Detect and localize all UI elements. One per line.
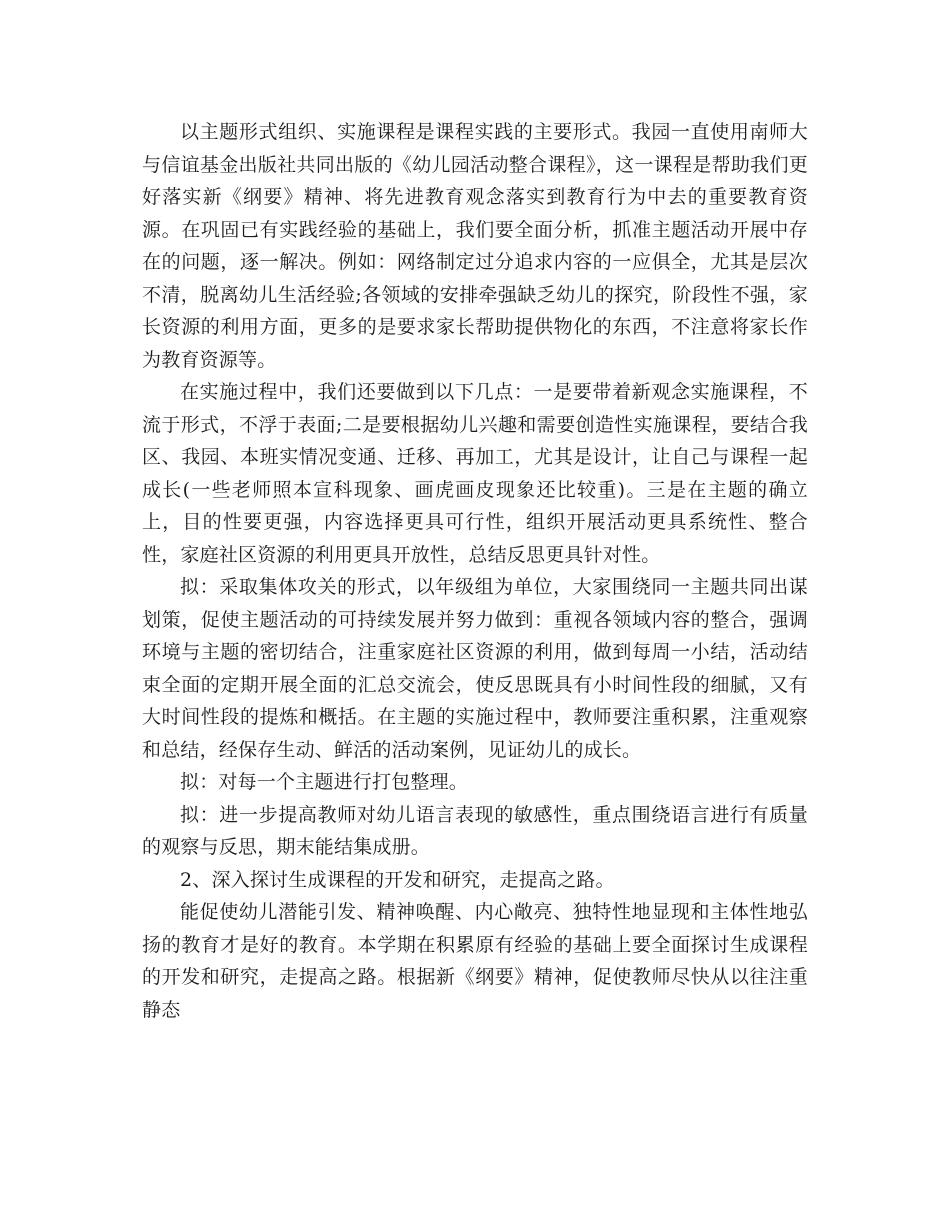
paragraph-plan-language: 拟：进一步提高教师对幼儿语言表现的敏感性，重点围绕语言进行有质量的观察与反思，期末能结集成册。 (142, 803, 808, 858)
paragraph-good-education: 能促使幼儿潜能引发、精神唤醒、内心敞亮、独特性地显现和主体性地弘扬的教育才是好的教育。本学期在积累原有经验的基础上要全面探讨生成课程的开发和研究，走提高之路。根据新《纲要》精神，促使教师尽快从以往注重静态 (142, 901, 808, 1021)
paragraph-theme-curriculum: 以主题形式组织、实施课程是课程实践的主要形式。我园一直使用南师大与信谊基金出版社共同出版的《幼儿园活动整合课程》，这一课程是帮助我们更好落实新《纲要》精神、将先进教育观念落实到教育行为中去的重要教育资源。在巩固已有实践经验的基础上，我们要全面分析，抓准主题活动开展中存在的问题，逐一解决。例如：网络制定过分追求内容的一应俱全，尤其是层次不清，脱离幼儿生活经验;各领域的安排牵强缺乏幼儿的探究，阶段性不强，家长资源的利用方面，更多的是要求家长帮助提供物化的东西，不注意将家长作为教育资源等。 (142, 121, 808, 371)
document-body (142, 116, 808, 1026)
paragraph-implementation-points: 在实施过程中，我们还要做到以下几点：一是要带着新观念实施课程，不流于形式，不浮于表面;二是要根据幼儿兴趣和需要创造性实施课程，要结合我区、我园、本班实情况变通、迁移、再加工，尤其是设计，让自己与课程一起成长(一些老师照本宣科现象、画虎画皮现象还比较重)。三是在主题的确立上，目的性要更强，内容选择更具可行性，组织开展活动更具系统性、整合性，家庭社区资源的利用更具开放性，总结反思更具针对性。 (142, 381, 808, 566)
paragraph-plan-packaging: 拟：对每一个主题进行打包整理。 (180, 771, 469, 793)
paragraph-plan-collective: 拟：采取集体攻关的形式，以年级组为单位，大家围绕同一主题共同出谋划策，促使主题活动的可持续发展并努力做到：重视各领域内容的整合，强调环境与主题的密切结合，注重家庭社区资源的利用，做到每周一小结，活动结束全面的定期开展全面的汇总交流会，使反思既具有小时间性段的细腻，又有大时间性段的提炼和概括。在主题的实施过程中，教师要注重积累，注重观察和总结，经保存生动、鲜活的活动案例，见证幼儿的成长。 (142, 576, 808, 761)
section-heading-generative-curriculum: 2、深入探讨生成课程的开发和研究，走提高之路。 (180, 868, 615, 891)
